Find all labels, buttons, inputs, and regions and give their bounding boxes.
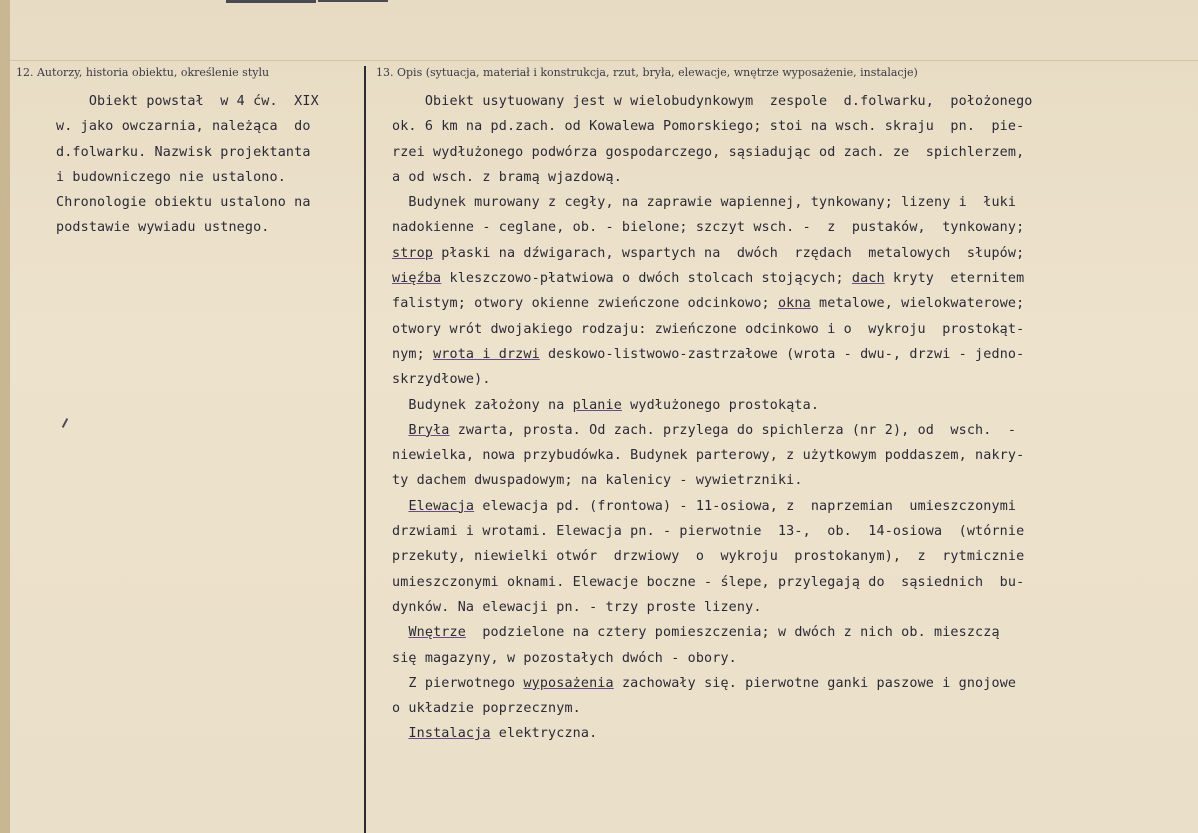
top-edge-mark bbox=[318, 0, 388, 2]
text-line: umieszczonymi oknami. Elewacje boczne - ślepe, przylegają do sąsiednich bu- bbox=[392, 574, 1025, 590]
text-span: deskowo-listwowo-zastrzałowe (wrota - dwu-, drzwi - jedno- bbox=[539, 346, 1025, 362]
text-line: Obiekt powstał w 4 ćw. XIX bbox=[56, 94, 319, 109]
text-line: podstawie wywiadu ustnego. bbox=[56, 220, 270, 236]
text-line: o układzie poprzecznym. bbox=[392, 701, 581, 717]
text-line: rzei wydłużonego podwórza gospodarczego, sąsiadując od zach. ze spichlerzem, bbox=[392, 144, 1025, 160]
elewacja-term: Elewacja bbox=[408, 498, 475, 514]
text-line bbox=[392, 393, 1162, 418]
okna-term: okna bbox=[777, 296, 811, 312]
text-span: kleszczowo-płatwiowa o dwóch stolcach stojących; bbox=[441, 271, 852, 287]
text-line bbox=[392, 266, 1162, 291]
text-span: elektryczna. bbox=[490, 726, 598, 742]
text-line: ok. 6 km na pd.zach. od Kowalewa Pomorskiego; stoi na wsch. skraju pn. pie- bbox=[392, 119, 1025, 135]
page-edge bbox=[0, 0, 10, 833]
text-span: podzielone na cztery pomieszczenia; w dwóch z nich ob. mieszczą bbox=[465, 625, 1000, 641]
instalacja-term: Instalacja bbox=[408, 726, 491, 742]
text-span: falistym; otwory okienne zwieńczone odcinkowo; bbox=[392, 296, 778, 312]
text-line bbox=[392, 620, 1162, 645]
text-line: niewielka, nowa przybudówka. Budynek parterowy, z użytkowym poddaszem, nakry- bbox=[392, 448, 1025, 464]
text-line: Chronologie obiektu ustalono na bbox=[56, 195, 311, 211]
authors-history-text bbox=[56, 89, 362, 241]
text-line: przekuty, niewielki otwór drzwiowy o wykroju prostokanym), z rytmicznie bbox=[392, 549, 1025, 565]
text-line: w. jako owczarnia, należąca do bbox=[56, 119, 311, 135]
text-line: otwory wrót dwojakiego rodzaju: zwieńczone odcinkowo i o wykroju prostokąt- bbox=[392, 321, 1025, 337]
text-span: metalowe, wielokwaterowe; bbox=[810, 296, 1025, 312]
pencil-mark bbox=[62, 418, 68, 428]
text-line: a od wsch. z bramą wjazdową. bbox=[392, 169, 622, 185]
top-edge-mark bbox=[226, 0, 316, 3]
wiezba-term: więźba bbox=[392, 271, 442, 287]
text-line bbox=[392, 671, 1162, 696]
text-line bbox=[392, 418, 1162, 443]
text-line bbox=[392, 241, 1162, 266]
section-13-heading: 13. Opis (sytuacja, materiał i konstrukcja, rzut, bryła, elewacje, wnętrze wyposażenie, instalacje) bbox=[376, 66, 918, 79]
text-span: Z pierwotnego bbox=[392, 675, 524, 691]
text-line: Budynek murowany z cegły, na zaprawie wapiennej, tynkowany; lizeny i łuki bbox=[392, 195, 1017, 211]
text-line: się magazyny, w pozostałych dwóch - obory. bbox=[392, 650, 737, 666]
wnetrze-term: Wnętrze bbox=[408, 625, 466, 641]
text-line: dynków. Na elewacji pn. - trzy proste lizeny. bbox=[392, 599, 762, 615]
text-line bbox=[392, 721, 1162, 746]
text-span: wydłużonego prostokąta. bbox=[621, 397, 820, 413]
text-span: Budynek założony na bbox=[392, 397, 573, 413]
description-text bbox=[392, 89, 1162, 747]
text-line: ty dachem dwuspadowym; na kalenicy - wywietrzniki. bbox=[392, 473, 803, 489]
wrota-drzwi-term: wrota i drzwi bbox=[433, 346, 540, 362]
strop-term: strop bbox=[392, 245, 434, 261]
text-line bbox=[392, 342, 1162, 367]
text-span: nym; bbox=[392, 346, 434, 362]
text-span: zwarta, prosta. Od zach. przylega do spichlerza (nr 2), od wsch. - bbox=[449, 422, 1017, 438]
text-span: elewacja pd. (frontowa) - 11-osiowa, z naprzemian umieszczonymi bbox=[474, 498, 1017, 514]
header-divider bbox=[10, 60, 1198, 61]
text-line bbox=[392, 291, 1162, 316]
section-12-heading: 12. Autorzy, historia obiektu, określenie stylu bbox=[16, 66, 270, 79]
text-span: płaski na dźwigarach, wspartych na dwóch rzędach metalowych słupów; bbox=[433, 245, 1025, 261]
text-line: Obiekt usytuowany jest w wielobudynkowym zespole d.folwarku, położonego bbox=[392, 94, 1033, 109]
text-line: drzwiami i wrotami. Elewacja pn. - pierwotnie 13-, ob. 14-osiowa (wtórnie bbox=[392, 524, 1025, 540]
wyposazenie-term: wyposażenia bbox=[523, 675, 614, 691]
text-line: nadokienne - ceglane, ob. - bielone; szczyt wsch. - z pustaków, tynkowany; bbox=[392, 220, 1025, 236]
plan-term: planie bbox=[572, 397, 622, 413]
column-divider bbox=[364, 66, 366, 833]
dach-term: dach bbox=[851, 271, 885, 287]
text-span: kryty eternitem bbox=[884, 271, 1025, 287]
text-line: d.folwarku. Nazwisk projektanta bbox=[56, 144, 311, 160]
text-line: skrzydłowe). bbox=[392, 372, 491, 388]
text-span: zachowały się. pierwotne ganki paszowe i gnojowe bbox=[613, 675, 1017, 691]
text-line: i budowniczego nie ustalono. bbox=[56, 169, 286, 185]
text-line bbox=[392, 494, 1162, 519]
bryla-term: Bryła bbox=[408, 422, 450, 438]
